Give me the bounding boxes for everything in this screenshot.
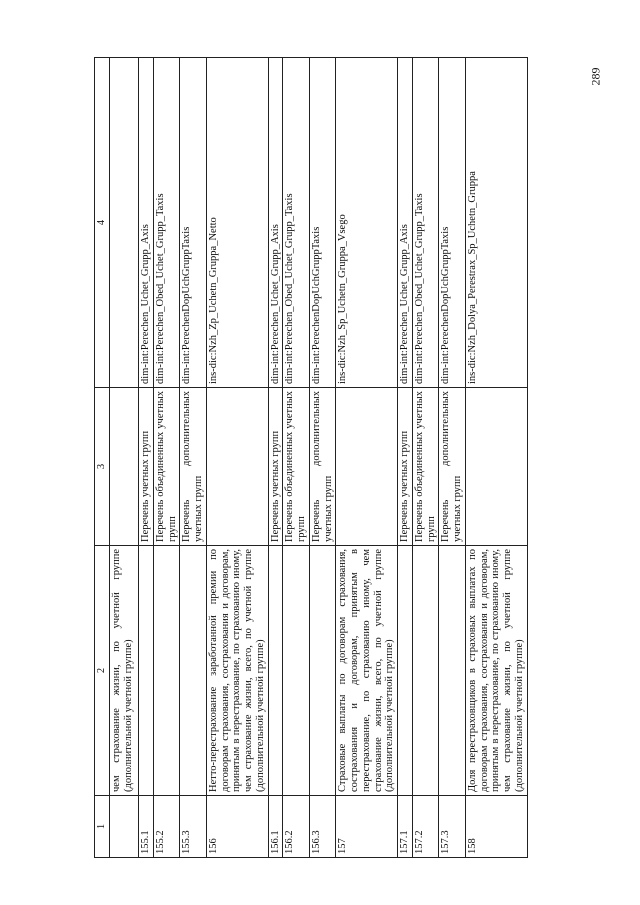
row-number: 155.2 <box>153 796 180 858</box>
table-row <box>336 58 398 858</box>
row-code: dim-int:Perechen_Uchet_Grupp_Axis <box>268 58 283 388</box>
row-number: 156 <box>206 796 268 858</box>
row-dimension: Перечень объединенных учетных групп <box>412 388 439 546</box>
row-code: dim-int:Perechen_Obed_Uchet_Grupp_Taxis <box>412 58 439 388</box>
row-description <box>309 546 336 796</box>
row-description <box>180 546 207 796</box>
row-description <box>268 546 283 796</box>
header-col-1: 1 <box>95 796 110 858</box>
row-code: dim-int:Perechen_Uchet_Grupp_Axis <box>139 58 154 388</box>
table-row <box>412 58 439 858</box>
table-row <box>268 58 283 858</box>
table-row <box>206 58 268 858</box>
row-dimension <box>206 388 268 546</box>
row-code: ins-dic:Nzh_Zp_Uchetn_Gruppa_Netto <box>206 58 268 388</box>
row-number: 156.2 <box>283 796 310 858</box>
row-number <box>110 796 139 858</box>
row-code: dim-int:Perechen_Obed_Uchet_Grupp_Taxis <box>283 58 310 388</box>
row-code: dim-int:PerechenDopUchGruppTaxis <box>439 58 466 388</box>
row-dimension: Перечень объединенных учетных групп <box>283 388 310 546</box>
row-dimension <box>110 388 139 546</box>
header-col-3: 3 <box>95 388 110 546</box>
row-description <box>439 546 466 796</box>
row-dimension <box>465 388 527 546</box>
row-number: 157.2 <box>412 796 439 858</box>
row-description <box>139 546 154 796</box>
header-row <box>95 58 110 858</box>
page-number: 289 <box>588 67 603 86</box>
table-row <box>465 58 527 858</box>
header-col-4: 4 <box>95 58 110 388</box>
row-dimension: Перечень дополнительных учетных групп <box>180 388 207 546</box>
table-row <box>439 58 466 858</box>
rotated-table-wrapper <box>94 58 525 858</box>
row-dimension: Перечень объединенных учетных групп <box>153 388 180 546</box>
row-description <box>398 546 413 796</box>
table-row <box>139 58 154 858</box>
row-number: 157.3 <box>439 796 466 858</box>
row-number: 156.1 <box>268 796 283 858</box>
row-code <box>110 58 139 388</box>
row-description <box>412 546 439 796</box>
row-dimension: Перечень дополнительных учетных групп <box>439 388 466 546</box>
row-code: dim-int:PerechenDopUchGruppTaxis <box>309 58 336 388</box>
row-code: ins-dic:Nzh_Sp_Uchetn_Gruppa_Vsego <box>336 58 398 388</box>
header-col-2: 2 <box>95 546 110 796</box>
row-description: Доля перестраховщиков в страховых выплатах по договорам страхования, сострахования и договорам, принятым в перестрахование, по страхованию иному, чем страхование жизни, по учетной группе (дополнительной учетной группе) <box>465 546 527 796</box>
table-row <box>180 58 207 858</box>
table-row <box>398 58 413 858</box>
row-code: dim-int:PerechenDopUchGruppTaxis <box>180 58 207 388</box>
row-number: 156.3 <box>309 796 336 858</box>
table-row <box>110 58 139 858</box>
row-code: dim-int:Perechen_Uchet_Grupp_Axis <box>398 58 413 388</box>
table-row <box>153 58 180 858</box>
row-dimension: Перечень учетных групп <box>139 388 154 546</box>
row-dimension: Перечень учетных групп <box>268 388 283 546</box>
table-row <box>309 58 336 858</box>
row-description <box>153 546 180 796</box>
data-table <box>94 57 528 858</box>
row-number: 158 <box>465 796 527 858</box>
row-dimension: Перечень дополнительных учетных групп <box>309 388 336 546</box>
row-description: Страховые выплаты по договорам страхования, сострахования и договорам, принятым в перестрахование, по страхованию иному, чем страхование жизни, всего, по учетной группе (дополнительной учетной группе) <box>336 546 398 796</box>
row-dimension <box>336 388 398 546</box>
row-number: 157 <box>336 796 398 858</box>
table-row <box>283 58 310 858</box>
row-description: Нетто-перестрахование заработанной премии по договорам страхования, сострахования и договорам, принятым в перестрахование, по страхованию иному, чем страхование жизни, всего, по учетной группе (дополнительной учетной группе) <box>206 546 268 796</box>
row-dimension: Перечень учетных групп <box>398 388 413 546</box>
row-number: 155.3 <box>180 796 207 858</box>
row-description <box>283 546 310 796</box>
row-code: ins-dic:Nzh_Dolya_Perestrax_Sp_Uchetn_Gruppa <box>465 58 527 388</box>
row-number: 155.1 <box>139 796 154 858</box>
row-number: 157.1 <box>398 796 413 858</box>
row-code: dim-int:Perechen_Obed_Uchet_Grupp_Taxis <box>153 58 180 388</box>
row-description: чем страхование жизни, по учетной группе (дополнительной учетной группе) <box>110 546 139 796</box>
